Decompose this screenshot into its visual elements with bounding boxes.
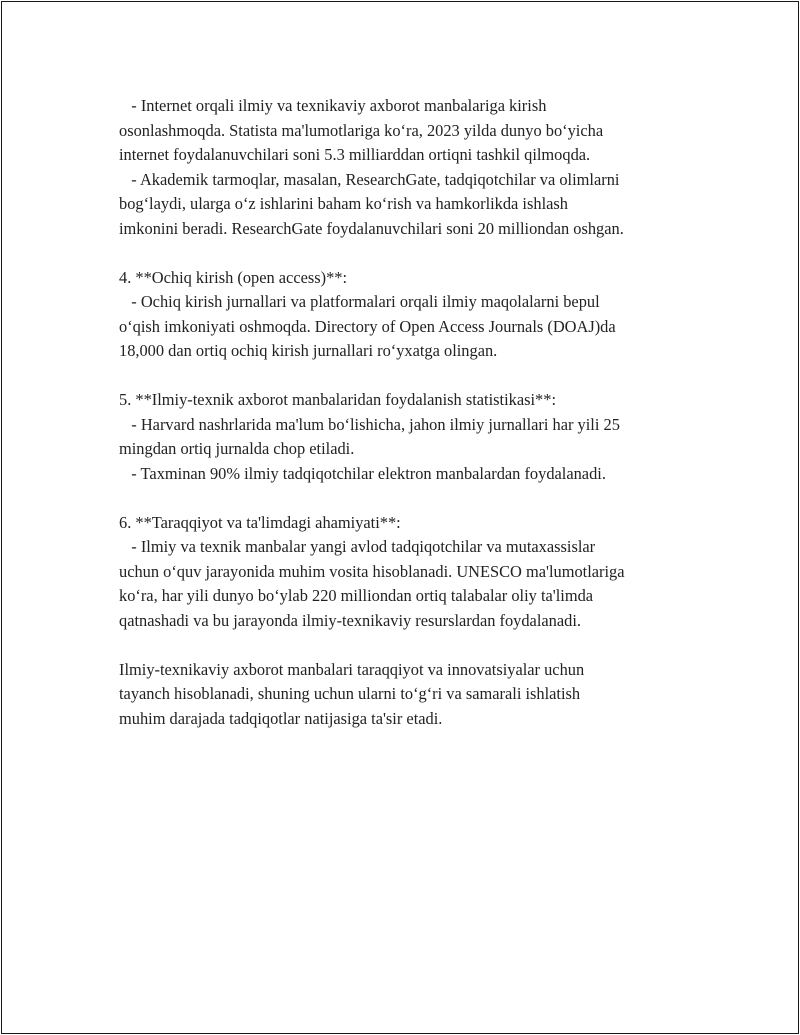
conclusion-line: muhim darajada tadqiqotlar natijasiga ta'sir etadi. (119, 708, 443, 728)
text-line: - Ochiq kirish jurnallari va platformalari orqali ilmiy maqolalarni bepul (119, 292, 600, 311)
text-line: ko‘ra, har yili dunyo bo‘ylab 220 milliondan ortiq talabalar oliy ta'limda (119, 586, 594, 605)
section-heading: 6. **Taraqqiyot va ta'limdagi ahamiyati**: (119, 512, 401, 532)
text-line: imkonini beradi. ResearchGate foydalanuvchilari soni 20 milliondan oshgan. (119, 218, 624, 238)
text-line: uchun o‘quv jarayonida muhim vosita hisoblanadi. UNESCO ma'lumotlariga (119, 561, 625, 581)
text-line: - Akademik tarmoqlar, masalan, ResearchGate, tadqiqotchilar va olimlarni (119, 169, 620, 189)
conclusion-line: tayanch hisoblanadi, shuning uchun ularni to‘g‘ri va samarali ishlatish (119, 684, 581, 703)
text-line: qatnashadi va bu jarayonda ilmiy-texnikaviy resurslardan foydalanadi. (119, 610, 581, 630)
text-line: bog‘laydi, ularga o‘z ishlarini baham ko‘rish va hamkorlikda ishlash (119, 194, 568, 213)
section-heading: 4. **Ochiq kirish (open access)**: (119, 267, 348, 287)
text-line: 18,000 dan ortiq ochiq kirish jurnallari ro‘yxatga olingan. (119, 341, 498, 360)
text-line: internet foydalanuvchilari soni 5.3 milliarddan ortiqni tashkil qilmoqda. (119, 145, 591, 164)
text-line: o‘qish imkoniyati oshmoqda. Directory of Open Access Journals (DOAJ)da (119, 316, 616, 336)
text-line: - Internet orqali ilmiy va texnikaviy axborot manbalariga kirish (119, 96, 547, 115)
paragraph-gap (119, 241, 699, 266)
conclusion-line: Ilmiy-texnikaviy axborot manbalari taraqqiyot va innovatsiyalar uchun (119, 659, 585, 679)
text-line: mingdan ortiq jurnalda chop etiladi. (119, 439, 355, 458)
document-page (1, 1, 799, 1034)
paragraph-gap (119, 364, 699, 389)
paragraph-gap (119, 633, 699, 658)
document-body (119, 94, 699, 731)
paragraph-gap (119, 486, 699, 511)
text-line: osonlashmoqda. Statista ma'lumotlariga ko‘ra, 2023 yilda dunyo bo‘yicha (119, 120, 604, 140)
text-line: - Taxminan 90% ilmiy tadqiqotchilar elektron manbalardan foydalanadi. (119, 463, 606, 483)
section-heading: 5. **Ilmiy-texnik axborot manbalaridan foydalanish statistikasi**: (119, 390, 556, 409)
text-line: - Ilmiy va texnik manbalar yangi avlod tadqiqotchilar va mutaxassislar (119, 537, 596, 556)
text-line: - Harvard nashrlarida ma'lum bo‘lishicha, jahon ilmiy jurnallari har yili 25 (119, 414, 620, 434)
